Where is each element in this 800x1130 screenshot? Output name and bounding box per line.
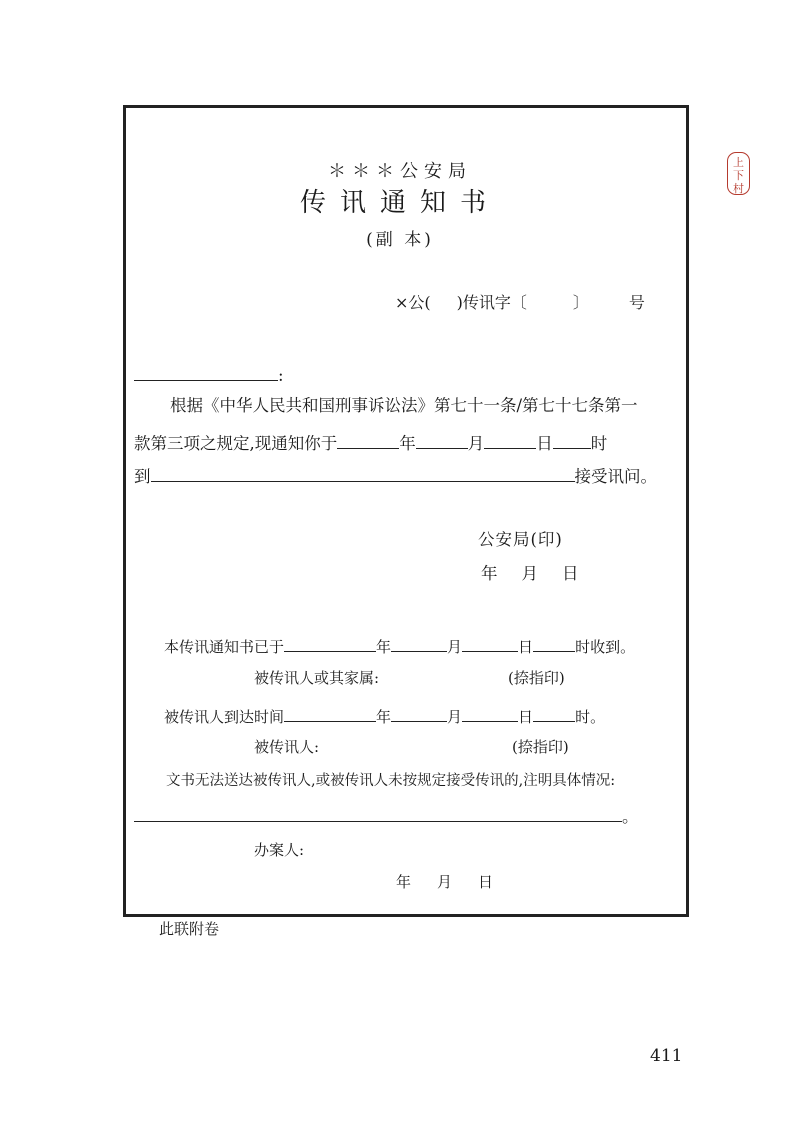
notice-line-2 — [134, 430, 607, 454]
notice-line3-end: 接受讯问。 — [574, 467, 657, 486]
issuer-day: 日 — [562, 564, 579, 583]
notice-year-blank[interactable] — [337, 430, 399, 449]
arrival-year-blank[interactable] — [284, 703, 376, 722]
notice-line2-text: 款第三项之规定,现通知你于 — [134, 434, 338, 453]
undeliverable-period: 。 — [622, 807, 639, 826]
notice-year-label: 年 — [399, 434, 416, 453]
red-seal-stamp: 上 下 村 — [727, 152, 750, 195]
receipt-month-label: 月 — [447, 638, 463, 656]
issuer-year: 年 — [481, 564, 498, 583]
arrival-day-label: 日 — [518, 708, 534, 726]
arrival-signer-label: 被传讯人: — [254, 738, 320, 756]
addressee-colon: : — [278, 366, 284, 385]
bureau-seal-label: 公安局(印) — [478, 530, 563, 549]
page-number: 411 — [650, 1046, 683, 1066]
handler-month: 月 — [437, 873, 453, 891]
arrival-month-label: 月 — [447, 708, 463, 726]
addressee-line — [134, 362, 284, 386]
issuer-title: ＊＊＊公安局 — [328, 161, 472, 182]
notice-to-label: 到 — [134, 467, 151, 486]
arrival-day-blank[interactable] — [462, 703, 518, 722]
notice-month-label: 月 — [467, 434, 485, 453]
receipt-year-blank[interactable] — [284, 633, 376, 652]
issuer-date — [481, 564, 579, 584]
copy-label: (副 本) — [366, 230, 434, 250]
undeliverable-blank[interactable] — [134, 803, 622, 822]
document-title: 传讯通知书 — [299, 188, 500, 218]
notice-hour-label: 时 — [590, 434, 608, 453]
docno-prefix: ×公( — [395, 293, 431, 312]
undeliverable-note: 文书无法送达被传讯人,或被传讯人未按规定接受传讯的,注明具体情况: — [166, 773, 616, 789]
arrival-fingerprint: (捺指印) — [512, 738, 569, 756]
receipt-start: 本传讯通知书已于 — [164, 638, 285, 656]
receipt-end: 时收到。 — [575, 638, 636, 656]
notice-day-blank[interactable] — [484, 430, 536, 449]
notice-day-label: 日 — [536, 434, 553, 453]
receipt-hour-blank[interactable] — [533, 633, 575, 652]
handler-label: 办案人: — [254, 841, 305, 859]
receipt-line — [164, 633, 635, 657]
docno-bracket-close: 〕 — [572, 293, 589, 312]
handler-date — [396, 872, 493, 892]
receipt-year-label: 年 — [376, 638, 392, 656]
handler-day: 日 — [478, 873, 494, 891]
arrival-hour-blank[interactable] — [533, 703, 575, 722]
notice-line-3 — [134, 463, 657, 487]
docno-suffix: 号 — [628, 293, 645, 312]
undeliverable-detail-line — [134, 803, 639, 827]
receipt-signer-label: 被传讯人或其家属: — [254, 669, 380, 687]
notice-line-1: 根据《中华人民共和国刑事诉讼法》第七十一条/第七十七条第一 — [170, 396, 638, 415]
receipt-day-blank[interactable] — [462, 633, 518, 652]
notice-place-blank[interactable] — [151, 463, 575, 482]
arrival-month-blank[interactable] — [391, 703, 447, 722]
footer-note: 此联附卷 — [159, 920, 220, 938]
notice-month-blank[interactable] — [416, 430, 468, 449]
receipt-day-label: 日 — [518, 638, 534, 656]
handler-year: 年 — [396, 873, 412, 891]
document-number — [395, 290, 645, 313]
arrival-year-label: 年 — [376, 708, 392, 726]
docno-middle: )传讯字〔 — [456, 293, 527, 312]
receipt-month-blank[interactable] — [391, 633, 447, 652]
arrival-line — [164, 703, 605, 727]
arrival-start: 被传讯人到达时间 — [164, 708, 285, 726]
notice-hour-blank[interactable] — [553, 430, 591, 449]
arrival-end: 时。 — [575, 708, 606, 726]
issuer-month: 月 — [521, 564, 538, 583]
addressee-blank[interactable] — [134, 362, 278, 381]
receipt-fingerprint: (捺指印) — [508, 669, 565, 687]
